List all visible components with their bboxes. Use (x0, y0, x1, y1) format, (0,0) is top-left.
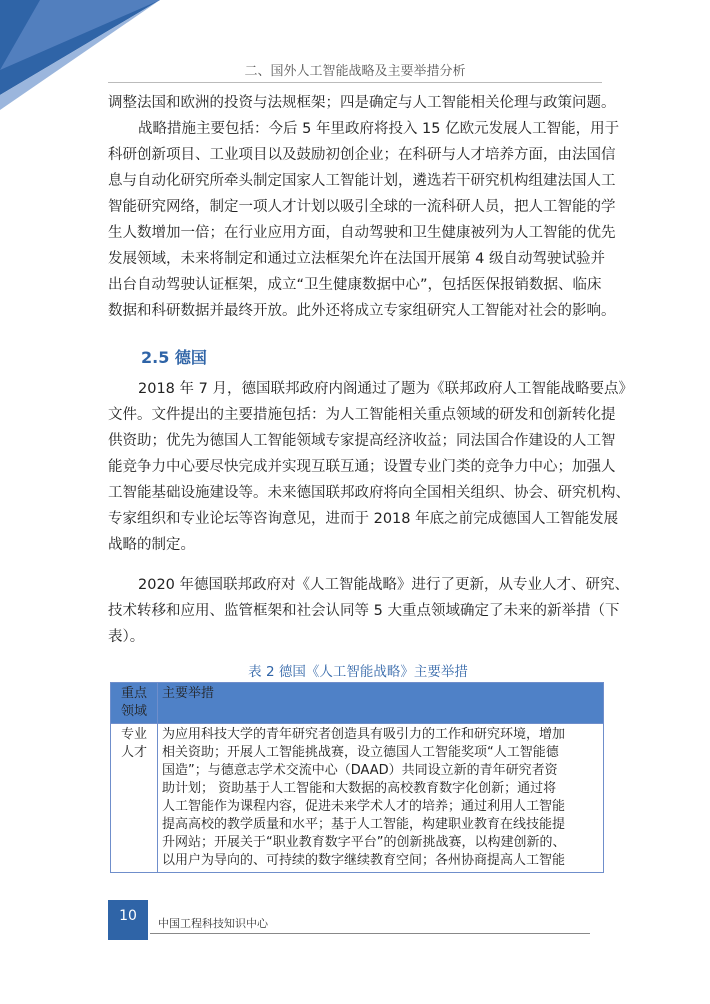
paragraph-1 (108, 90, 616, 116)
header-measures: 主要举措 (158, 683, 604, 724)
text-line: 表）。 (108, 629, 145, 645)
text-line: 数据和科研数据并最终开放。此外还将成立专家组研究人工智能对社会的影响。 (108, 303, 616, 319)
text-line: 调整法国和欧洲的投资与法规框架；四是确定与人工智能相关伦理与政策问题。 (108, 95, 616, 111)
text-line: 智能研究网络，制定一项人才计划以吸引全球的一流科研人员，把人工智能的学 (108, 199, 616, 215)
paragraph-4 (108, 572, 630, 650)
header-rule (108, 82, 602, 83)
header-area: 重点领域 (111, 683, 158, 724)
text-line: 技术转移和应用、监管框架和社会认同等 5 大重点领域确定了未来的新举措（下 (108, 603, 620, 619)
footer-org: 中国工程科技知识中心 (158, 917, 268, 930)
text-line: 2018 年 7 月，德国联邦政府内阁通过了题为《联邦政府人工智能战略要点》 (138, 381, 633, 397)
paragraph-2 (108, 116, 620, 324)
text-line: 供资助；优先为德国人工智能领域专家提高经济收益；同法国合作建设的人工智 (108, 433, 616, 449)
text-line: 战略的制定。 (108, 537, 195, 553)
text-line: 工智能基础设施建设等。未来德国联邦政府将向全国相关组织、协会、研究机构、 (108, 485, 630, 501)
text-line: 息与自动化研究所牵头制定国家人工智能计划，遴选若干研究机构组建法国人工 (108, 173, 616, 189)
text-line: 2020 年德国联邦政府对《人工智能战略》进行了更新，从专业人才、研究、 (138, 577, 630, 593)
cell-line: 提高高校的教学质量和水平；基于人工智能，构建职业教育在线技能提 (162, 817, 566, 832)
text-line: 出台自动驾驶认证框架，成立“卫生健康数据中心”，包括医保报销数据、临床 (108, 277, 602, 293)
cell-line: 相关资助；开展人工智能挑战赛，设立德国人工智能奖项“人工智能德 (162, 745, 559, 760)
page-number: 10 (108, 900, 148, 940)
cell-line: 助计划； 资助基于人工智能和大数据的高校教育数字化创新；通过将 (162, 781, 557, 796)
text-line: 能竞争力中心要尽快完成并实现互联互通；设置专业门类的竞争力中心；加强人 (108, 459, 616, 475)
cell-line: 升网站；开展关于“职业教育数字平台”的创新挑战赛，以构建创新的、 (162, 835, 566, 850)
table-row (111, 724, 604, 873)
text-line: 生人数增加一倍；在行业应用方面，自动驾驶和卫生健康被列为人工智能的优先 (108, 225, 616, 241)
table-header-row (111, 683, 604, 724)
footer-rule (150, 933, 590, 934)
cell-line: 为应用科技大学的青年研究者创造具有吸引力的工作和研究环境，增加 (162, 727, 566, 742)
cell-line: 以用户为导向的、可持续的数字继续教育空间；各州协商提高人工智能 (162, 853, 566, 868)
cell-area: 专业人才 (111, 724, 158, 873)
text-line: 专家组织和专业论坛等咨询意见，进而于 2018 年底之前完成德国人工智能发展 (108, 511, 619, 527)
text-line: 战略措施主要包括：今后 5 年里政府将投入 15 亿欧元发展人工智能，用于 (138, 121, 620, 137)
text-line: 发展领域，未来将制定和通过立法框架允许在法国开展第 4 级自动驾驶试验并 (108, 251, 605, 267)
cell-line: 国造”；与德意志学术交流中心（DAAD）共同设立新的青年研究者资 (162, 763, 558, 778)
paragraph-3 (108, 376, 633, 558)
table-caption: 表 2 德国《人工智能战略》主要举措 (248, 664, 468, 680)
running-header: 二、国外人工智能战略及主要举措分析 (244, 64, 466, 79)
text-line: 文件。文件提出的主要措施包括：为人工智能相关重点领域的研发和创新转化提 (108, 407, 616, 423)
text-line: 科研创新项目、工业项目以及鼓励初创企业；在科研与人才培养方面，由法国信 (108, 147, 616, 163)
cell-measures (158, 724, 604, 873)
cell-line: 人工智能作为课程内容，促进未来学术人才的培养；通过利用人工智能 (162, 799, 566, 814)
section-heading: 2.5 德国 (141, 348, 207, 367)
measures-table (110, 682, 604, 873)
